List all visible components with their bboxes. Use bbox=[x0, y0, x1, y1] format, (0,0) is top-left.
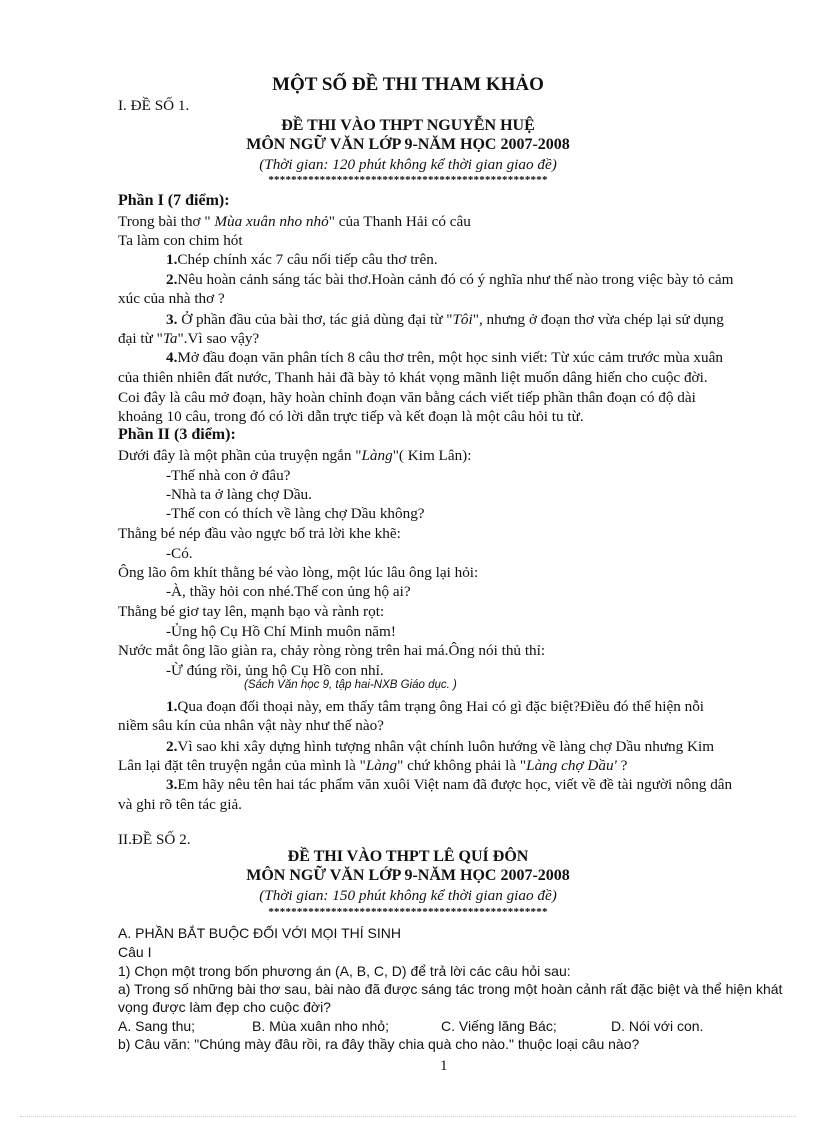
part1-intro: Trong bài thơ " Mùa xuân nho nhỏ" của Thanh Hải có câu bbox=[118, 213, 471, 230]
part2-q3-cont: và ghi rõ tên tác giả. bbox=[118, 796, 242, 813]
page-number: 1 bbox=[440, 1057, 448, 1074]
narration-line: Nước mắt ông lão giàn ra, chảy ròng ròng trên hai má.Ông nói thủ thỉ: bbox=[118, 642, 546, 659]
exam1-time: (Thời gian: 120 phút không kể thời gian giao đề) bbox=[259, 156, 557, 173]
part2-intro: Dưới đây là một phần của truyện ngắn "Làng"( Kim Lân): bbox=[118, 447, 472, 464]
part1-q4: 4.Mở đầu đoạn văn phân tích 8 câu thơ trên, một học sinh viết: Từ xúc cảm trước mùa xuân bbox=[166, 349, 723, 366]
question-label: Câu I bbox=[118, 944, 152, 960]
dialogue-line: -Thế nhà con ở đâu? bbox=[166, 467, 291, 484]
part1-q4-line3: Coi đây là câu mở đoạn, hãy hoàn chỉnh đoạn văn bằng cách viết tiếp phần thân đoạn có độ dài bbox=[118, 389, 696, 406]
dialogue-line: -Nhà ta ở làng chợ Dầu. bbox=[166, 486, 312, 503]
part2-q2-cont: Lân lại đặt tên truyện ngắn của mình là "Làng" chứ không phải là "Làng chợ Dầu' ? bbox=[118, 757, 628, 774]
dialogue-line: -À, thầy hỏi con nhé.Thế con ủng hộ ai? bbox=[166, 583, 411, 600]
part2-q1-cont: niềm sâu kín của nhân vật này như thế nào? bbox=[118, 717, 384, 734]
item-a-question-cont: vọng được làm đẹp cho cuộc đời? bbox=[118, 999, 331, 1015]
exam2-stars: ************************************************* bbox=[268, 906, 548, 918]
part2-q3: 3.Em hãy nêu tên hai tác phẩm văn xuôi Việt nam đã được học, viết về đề tài người nông dân bbox=[166, 776, 733, 793]
section-a-title: A. PHẦN BẮT BUỘC ĐỐI VỚI MỌI THÍ SINH bbox=[118, 925, 401, 941]
item-1: 1) Chọn một trong bốn phương án (A, B, C, D) để trả lời các câu hỏi sau: bbox=[118, 963, 571, 979]
part1-q1: 1.Chép chính xác 7 câu nối tiếp câu thơ trên. bbox=[166, 251, 438, 268]
exam2-label: II.ĐỀ SỐ 2. bbox=[118, 831, 191, 848]
exam1-stars: ************************************************* bbox=[268, 174, 548, 186]
exam2-subject: MÔN NGỮ VĂN LỚP 9-NĂM HỌC 2007-2008 bbox=[246, 867, 570, 884]
part2-q2: 2.Vì sao khi xây dựng hình tượng nhân vật chính luôn hướng về làng chợ Dầu nhưng Kim bbox=[166, 738, 715, 755]
item-b-question: b) Câu văn: "Chúng mày đâu rồi, ra đây thầy chia quà cho nào." thuộc loại câu nào? bbox=[118, 1036, 640, 1052]
dialogue-line: -Có. bbox=[166, 545, 193, 562]
document-title: MỘT SỐ ĐỀ THI THAM KHẢO bbox=[272, 74, 544, 95]
narration-line: Ông lão ôm khít thằng bé vào lòng, một lúc lâu ông lại hỏi: bbox=[118, 564, 479, 581]
part1-q2-cont: xúc của nhà thơ ? bbox=[118, 290, 225, 307]
narration-line: Thằng bé giơ tay lên, mạnh bạo và rành rọt: bbox=[118, 603, 385, 620]
exam1-subject: MÔN NGỮ VĂN LỚP 9-NĂM HỌC 2007-2008 bbox=[246, 136, 570, 153]
dialogue-line: -Ủng hộ Cụ Hồ Chí Minh muôn năm! bbox=[166, 623, 396, 640]
dialogue-line: -Thế con có thích về làng chợ Dầu không? bbox=[166, 505, 425, 522]
part2-title: Phần II (3 điểm): bbox=[118, 426, 236, 443]
part1-verse: Ta làm con chim hót bbox=[118, 232, 243, 249]
dialogue-line: -Ừ đúng rồi, ủng hộ Cụ Hồ con nhỉ. bbox=[166, 662, 384, 679]
exam2-heading: ĐỀ THI VÀO THPT LÊ QUÍ ĐÔN bbox=[287, 848, 529, 865]
option-b: B. Mùa xuân nho nhỏ; bbox=[252, 1018, 389, 1034]
exam1-label: I. ĐỀ SỐ 1. bbox=[118, 97, 190, 114]
part1-q3-cont: đại từ "Ta".Vì sao vậy? bbox=[118, 330, 260, 347]
item-a-question: a) Trong số những bài thơ sau, bài nào đã được sáng tác trong một hoàn cảnh rất đặc biệt và thể hiện khát bbox=[118, 981, 783, 997]
part1-q2: 2.Nêu hoàn cảnh sáng tác bài thơ.Hoàn cảnh đó có ý nghĩa như thế nào trong việc bày tỏ cảm bbox=[166, 271, 734, 288]
narration-line: Thằng bé nép đầu vào ngực bố trả lời khe khẽ: bbox=[118, 525, 401, 542]
part2-q1: 1.Qua đoạn đối thoại này, em thấy tâm trạng ông Hai có gì đặc biệt?Điều đó thể hiện nỗi bbox=[166, 698, 705, 715]
part1-q3: 3. Ở phần đầu của bài thơ, tác giả dùng đại từ "Tôi", nhưng ở đoạn thơ vừa chép lại sử dụng bbox=[166, 311, 724, 328]
part1-q4-line2: của thiên nhiên đất nước, Thanh hải đã bày tỏ khát vọng mãnh liệt muốn dâng hiến cho cuộc đời. bbox=[118, 369, 708, 386]
option-a: A. Sang thu; bbox=[118, 1018, 196, 1034]
exam1-heading: ĐỀ THI VÀO THPT NGUYỄN HUỆ bbox=[281, 117, 535, 134]
option-c: C. Viếng lăng Bác; bbox=[441, 1018, 557, 1034]
part1-q4-line4: khoảng 10 câu, trong đó có lời dẫn trực tiếp và kết đoạn là một câu hỏi tu từ. bbox=[118, 408, 584, 425]
source-citation: (Sách Văn học 9, tập hai-NXB Giáo dục. ) bbox=[244, 679, 457, 691]
page-bottom-divider bbox=[20, 1116, 796, 1117]
exam2-time: (Thời gian: 150 phút không kể thời gian giao đề) bbox=[259, 887, 557, 904]
part1-title: Phần I (7 điểm): bbox=[118, 192, 230, 209]
option-d: D. Nói với con. bbox=[611, 1018, 704, 1034]
